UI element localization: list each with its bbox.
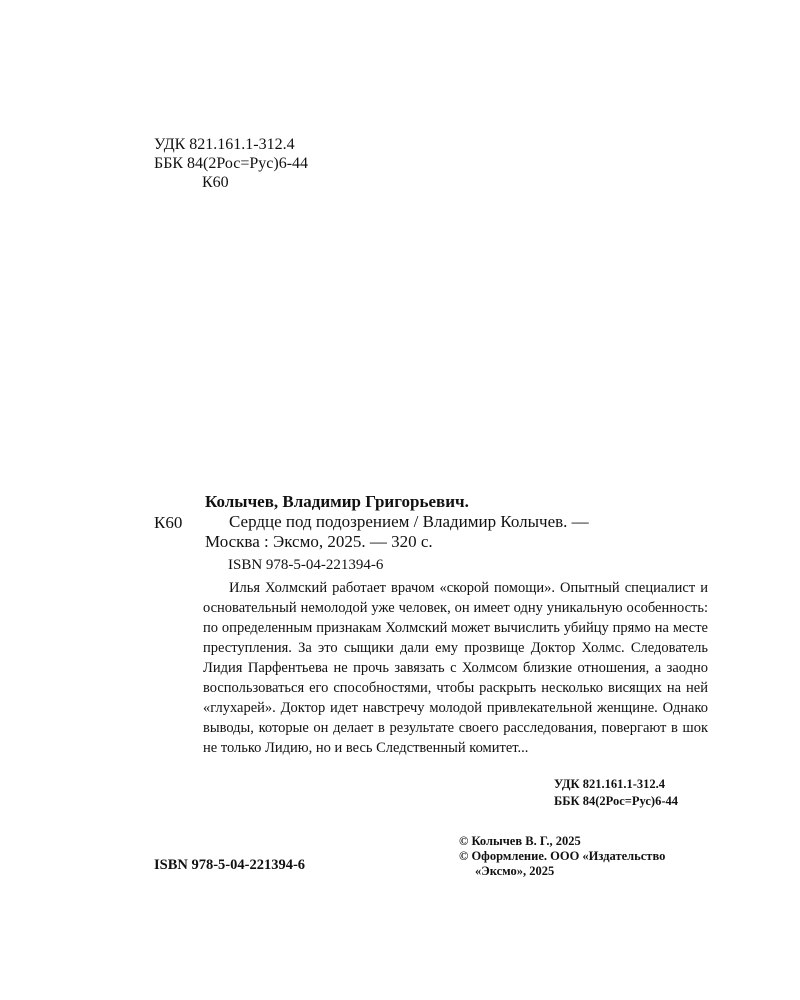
- bottom-classification-codes: [554, 776, 678, 810]
- bbk-code: ББК 84(2Рос=Рус)6-44: [154, 155, 309, 172]
- author-mark-left: К60: [154, 513, 183, 532]
- copyright-design: © Оформление. ООО «Издательство: [459, 849, 666, 863]
- title-line-2: Москва : Эксмо, 2025. — 320 с.: [205, 532, 433, 551]
- isbn-entry: ISBN 978-5-04-221394-6: [228, 557, 384, 573]
- annotation-text: Илья Холмский работает врачом «скорой помощи». Опытный специалист и основательный немолодой уже человек, он имеет одну уникальную особенность: по определенным признакам Холмский может вычислить убийцу прямо на месте преступления. За это сыщики дали ему прозвище Доктор Холмс. Следователь Лидия Парфентьева не прочь завязать с Холмсом близкие отношения, а заодно воспользоваться его способностями, чтобы раскрыть несколько висящих на ней «глухарей». Доктор идет навстречу молодой привлекательной женщине. Однако выводы, которые он делает в результате своего расследования, повергают в шок не только Лидию, но и весь Следственный комитет...: [203, 580, 708, 756]
- title-block: [205, 512, 589, 552]
- copyright-publisher: «Эксмо», 2025: [475, 864, 555, 878]
- top-classification-codes: [154, 135, 308, 192]
- bbk-code-bottom: ББК 84(2Рос=Рус)6-44: [554, 794, 678, 808]
- udk-code-bottom: УДК 821.161.1-312.4: [554, 777, 665, 791]
- isbn-bottom: ISBN 978-5-04-221394-6: [154, 857, 306, 873]
- annotation: [203, 578, 708, 758]
- copyright-author: © Колычев В. Г., 2025: [459, 834, 581, 848]
- title-line-1: Сердце под подозрением / Владимир Колычев. —: [229, 512, 589, 531]
- copyright-block: [459, 834, 665, 879]
- udk-code: УДК 821.161.1-312.4: [154, 136, 295, 153]
- author-name: Колычев, Владимир Григорьевич.: [205, 492, 469, 511]
- author-mark: К60: [202, 174, 229, 191]
